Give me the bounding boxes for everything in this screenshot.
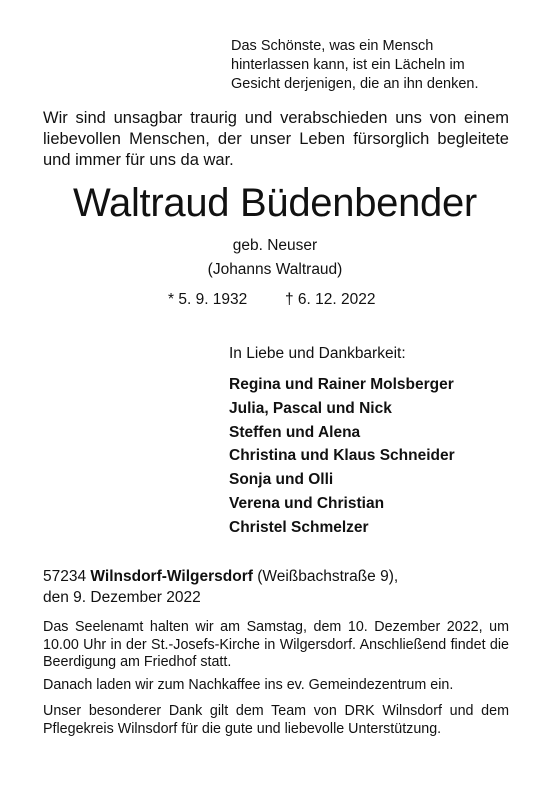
quote-line: Das Schönste, was ein Mensch bbox=[231, 38, 434, 54]
mourner-name: Sonja und Olli bbox=[229, 471, 334, 489]
maiden-name: geb. Neuser bbox=[232, 237, 318, 254]
coffee-invitation: Danach laden wir zum Nachkaffee ins ev. Gemeindezentrum ein. bbox=[43, 677, 454, 693]
mourner-name: Christel Schmelzer bbox=[229, 518, 369, 536]
mourner-name: Verena und Christian bbox=[229, 494, 385, 512]
mourners-heading: In Liebe und Dankbarkeit: bbox=[229, 345, 406, 362]
funeral-details: Das Seelenamt halten wir am Samstag, dem 10. Dezember 2022, um 10.00 Uhr in der St.-Josefs-Kirche in Wilgersdorf. Anschließend findet die Beerdigung am Friedhof statt. bbox=[43, 619, 509, 671]
nickname: (Johanns Waltraud) bbox=[207, 261, 343, 278]
deceased-name: Waltraud Büdenbender bbox=[73, 181, 477, 225]
birth-date: * 5. 9. 1932 bbox=[168, 291, 248, 308]
address-line bbox=[43, 566, 398, 587]
notice-date: den 9. Dezember 2022 bbox=[43, 589, 201, 606]
town: Wilnsdorf-Wilgersdorf bbox=[90, 568, 253, 585]
postcode: 57234 bbox=[43, 568, 87, 585]
street: (Weißbachstraße 9), bbox=[257, 568, 399, 585]
mourner-name: Regina und Rainer Molsberger bbox=[229, 376, 454, 393]
mourner-name: Julia, Pascal und Nick bbox=[229, 399, 392, 417]
memorial-quote bbox=[231, 37, 531, 94]
quote-line: hinterlassen kann, ist ein Lächeln im bbox=[231, 57, 465, 73]
mourner-name: Steffen und Alena bbox=[229, 423, 361, 441]
mourner-name: Christina und Klaus Schneider bbox=[229, 447, 455, 465]
death-date: † 6. 12. 2022 bbox=[285, 291, 376, 308]
quote-line: Gesicht derjenigen, die an ihn denken. bbox=[231, 76, 479, 92]
mourners-list bbox=[229, 373, 455, 540]
address-block bbox=[43, 566, 398, 608]
thanks-text: Unser besonderer Dank gilt dem Team von DRK Wilnsdorf und dem Pflegekreis Wilnsdorf für die gute und liebevolle Unterstützung. bbox=[43, 703, 509, 737]
intro-text: Wir sind unsagbar traurig und verabschieden uns von einem liebevollen Menschen, der unser Leben fürsorglich begleitete und immer für uns da war. bbox=[43, 109, 509, 169]
